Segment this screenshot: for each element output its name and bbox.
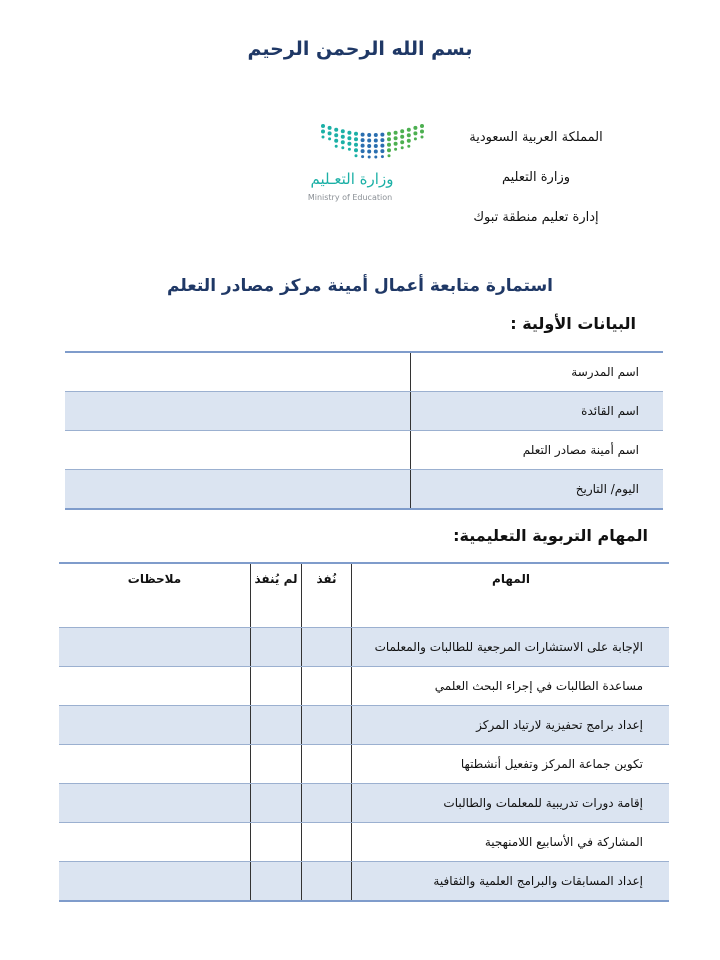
header-line-directorate: إدارة تعليم منطقة تبوك [473,210,599,225]
logo-dot [361,144,365,148]
task-cell: إقامة دورات تدريبية للمعلمات والطالبات [352,784,670,823]
logo-dot [355,154,358,157]
done-cell[interactable] [302,862,352,902]
notes-cell[interactable] [59,706,251,745]
notes-cell[interactable] [59,628,251,667]
header-not-done: لم يُنفذ [251,563,302,628]
done-cell[interactable] [302,667,352,706]
ministry-of-education-logo [278,120,428,210]
logo-dot [328,137,331,140]
table-row [59,823,669,862]
table-row [65,352,663,392]
not-done-cell[interactable] [251,862,302,902]
logo-dot [374,156,377,159]
basic-value-school[interactable] [65,352,411,392]
logo-dot [354,148,358,152]
basic-label-principal: اسم القائدة [411,392,664,431]
section-heading-tasks: المهام التربوية التعليمية: [453,526,648,545]
table-row [65,431,663,470]
basic-data-table [65,351,663,510]
logo-dot [367,150,371,154]
logo-dot [361,155,364,158]
basic-label-date: اليوم/ التاريخ [411,470,664,510]
header-done: نُفذ [302,563,352,628]
logo-dot [321,130,325,134]
table-row [59,667,669,706]
basic-value-principal[interactable] [65,392,411,431]
logo-dot [361,138,365,142]
logo-dot [367,133,371,137]
logo-dot [388,154,391,157]
logo-dot [407,145,410,148]
logo-dot [420,124,424,128]
task-cell: المشاركة في الأسابيع اللامنهجية [352,823,670,862]
logo-dot [334,139,338,143]
logo-dot [380,144,384,148]
done-cell[interactable] [302,784,352,823]
not-done-cell[interactable] [251,823,302,862]
section-heading-basic-data: البيانات الأولية : [510,314,636,333]
header-notes: ملاحظات [59,563,251,628]
not-done-cell[interactable] [251,667,302,706]
logo-dot [381,155,384,158]
logo-dot [400,129,404,133]
done-cell[interactable] [302,706,352,745]
basic-value-date[interactable] [65,470,411,510]
basic-label-librarian: اسم أمينة مصادر التعلم [411,431,664,470]
logo-dot [334,133,338,137]
table-row [59,706,669,745]
logo-dot [394,131,398,135]
table-row [65,392,663,431]
logo-dot [354,132,358,136]
not-done-cell[interactable] [251,628,302,667]
logo-dot [341,135,345,139]
logo-english-text: Ministry of Education [307,193,393,202]
logo-dot [321,124,325,128]
logo-dot [328,131,332,135]
task-cell: الإجابة على الاستشارات المرجعية للطالبات والمعلمات [352,628,670,667]
ministry-header [436,118,636,238]
logo-dot [341,129,345,133]
logo-dot [421,136,424,139]
logo-dot [387,148,391,152]
notes-cell[interactable] [59,745,251,784]
header-line-ministry: وزارة التعليم [501,170,571,185]
basic-value-librarian[interactable] [65,431,411,470]
logo-dot [374,133,378,137]
done-cell[interactable] [302,823,352,862]
logo-dot [380,149,384,153]
logo-dot [414,137,417,140]
logo-dot [407,128,411,132]
header-line-kingdom: المملكة العربية السعودية [469,130,603,145]
logo-dot [380,133,384,137]
not-done-cell[interactable] [251,706,302,745]
notes-cell[interactable] [59,862,251,902]
logo-dot [374,139,378,143]
logo-dot [387,132,391,136]
table-row [65,470,663,510]
logo-dot [394,136,398,140]
header-task: المهام [352,563,670,628]
tasks-table [59,562,669,902]
logo-dot [322,136,325,139]
logo-dot [394,148,397,151]
logo-dot [361,133,365,137]
logo-dot [387,137,391,141]
table-row [59,784,669,823]
logo-dot [374,144,378,148]
not-done-cell[interactable] [251,745,302,784]
logo-dot [387,143,391,147]
task-cell: إعداد برامج تحفيزية لارتياد المركز [352,706,670,745]
logo-dot [347,142,351,146]
logo-dot [394,142,398,146]
logo-dot [413,131,417,135]
notes-cell[interactable] [59,823,251,862]
logo-dot [400,135,404,139]
table-header-row [59,563,669,628]
done-cell[interactable] [302,745,352,784]
logo-arabic-text: وزارة التعـليم [310,170,394,188]
logo-dot [413,126,417,130]
logo-dots-icon [278,120,428,210]
logo-dot [334,128,338,132]
task-cell: إعداد المسابقات والبرامج العلمية والثقافية [352,862,670,902]
task-cell: مساعدة الطالبات في إجراء البحث العلمي [352,667,670,706]
done-cell[interactable] [302,628,352,667]
logo-dot [354,137,358,141]
table-row [59,628,669,667]
logo-dot [328,126,332,130]
logo-dot [348,148,351,151]
logo-dot [374,150,378,154]
form-title: استمارة متابعة أعمال أمينة مركز مصادر التعلم [167,276,553,296]
notes-cell[interactable] [59,667,251,706]
logo-dot [420,130,424,134]
task-cell: تكوين جماعة المركز وتفعيل أنشطتها [352,745,670,784]
logo-dot [347,136,351,140]
table-row [59,745,669,784]
logo-dot [407,133,411,137]
notes-cell[interactable] [59,784,251,823]
logo-dot [367,144,371,148]
logo-dot [341,140,345,144]
basmala-heading: بسم الله الرحمن الرحيم [247,38,473,60]
logo-dot [400,140,404,144]
logo-dot [335,145,338,148]
table-row [59,862,669,902]
logo-dot [354,143,358,147]
logo-dot [347,131,351,135]
not-done-cell[interactable] [251,784,302,823]
logo-dot [401,146,404,149]
logo-dot [368,156,371,159]
logo-dot [341,146,344,149]
basic-label-school: اسم المدرسة [411,352,664,392]
logo-dot [367,139,371,143]
logo-dot [361,149,365,153]
logo-dot [407,139,411,143]
logo-dot [380,138,384,142]
